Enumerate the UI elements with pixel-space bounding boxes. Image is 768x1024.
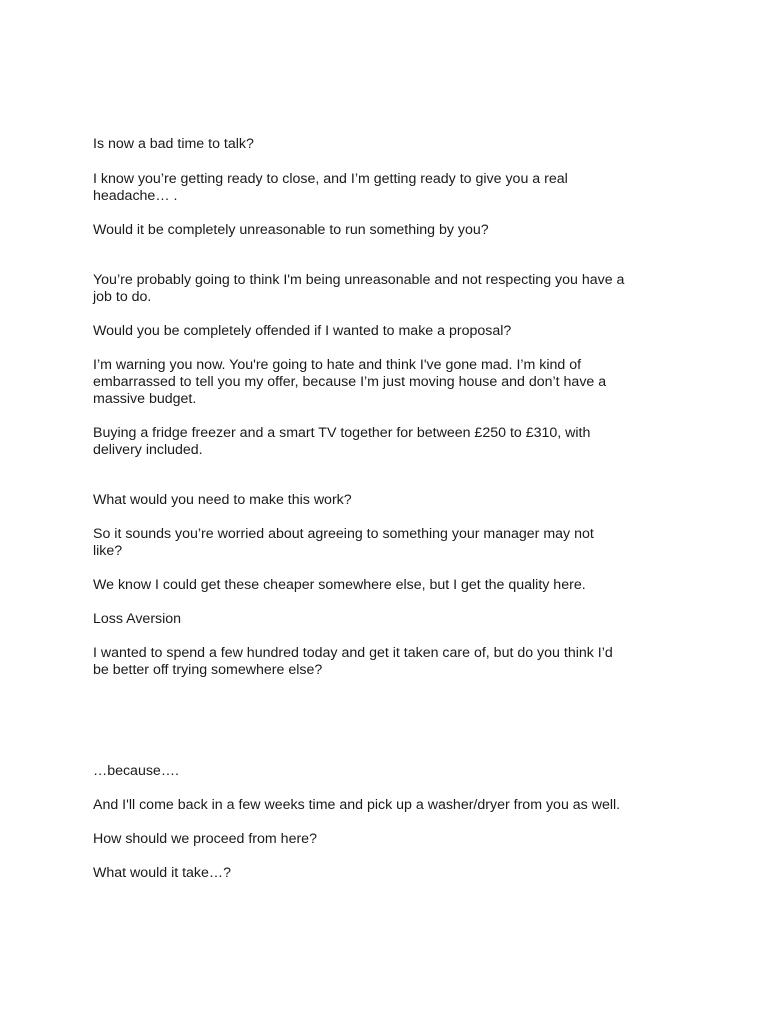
paragraph-quality: We know I could get these cheaper somewhere else, but I get the quality here. [93, 577, 586, 593]
paragraph-what-take: What would it take…? [93, 865, 231, 881]
paragraph-come-back: And I'll come back in a few weeks time and pick up a washer/dryer from you as well. [93, 797, 621, 813]
paragraph-offer: Buying a fridge freezer and a smart TV together for between £250 to £310, with delivery included. [93, 425, 591, 458]
paragraph-warning: I’m warning you now. You're going to hate and think I've gone mad. I’m kind of embarrassed to tell you my offer, because I’m just moving house and don’t have a massive budget. [93, 357, 607, 407]
paragraph-make-work: What would you need to make this work? [93, 492, 352, 508]
paragraph-getting-ready: I know you’re getting ready to close, and I’m getting ready to give you a real headache… . [93, 171, 568, 204]
paragraph-few-hundred: I wanted to spend a few hundred today and get it taken care of, but do you think I’d be better off trying somewhere else? [93, 645, 613, 678]
paragraph-unreasonable-question: Would it be completely unreasonable to run something by you? [93, 222, 489, 238]
paragraph-loss-aversion: Loss Aversion [93, 611, 182, 627]
paragraph-proceed: How should we proceed from here? [93, 831, 317, 847]
paragraph-bad-time: Is now a bad time to talk? [93, 136, 254, 152]
document-page [93, 136, 683, 882]
paragraph-manager: So it sounds you’re worried about agreeing to something your manager may not like? [93, 526, 594, 559]
paragraph-offended: Would you be completely offended if I wanted to make a proposal? [93, 323, 512, 339]
paragraph-probably-think: You’re probably going to think I'm being unreasonable and not respecting you have a job to do. [93, 272, 625, 305]
paragraph-because: …because…. [93, 763, 179, 779]
